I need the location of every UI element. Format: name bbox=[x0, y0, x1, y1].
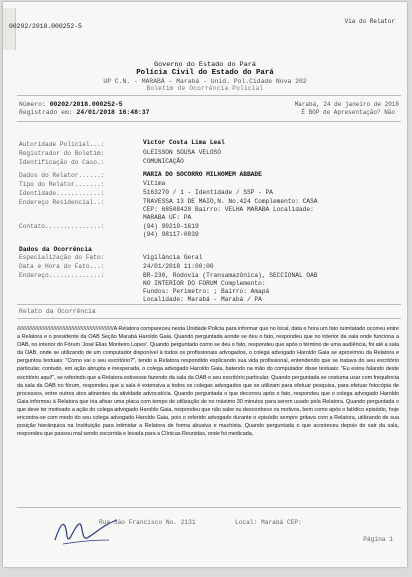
field-value: MARIA DO SOCORRO MILHOMEM ABBADE bbox=[143, 171, 262, 178]
narrative-text: ////////////////////////////////////////////////////////////////A Relatora compareceu nesta Unidade Policia para informar que no local, data e hora um fato ruimtatado ocorreu entre a Relatora e o presidente da OAB Seção Marabá Haroldo Gaia. Quando perguntada aonde se deu o fato, respondeu que no interior da sala onde funciona a OAB, no interior do Fórum 'José Elias Monteiro Lopes'. Quando perguntado como se deu o fato, respondeu que após o término de uma audiência, foi até a sala da OAB, onde se utilizando de um computador disponível à todos os profissionais advogados, o colega advogado Haroldo Gaia se aproximou da Relatora e perguntou textuais: "Como vai o seu escritório?", tendo a Relatora respondido explicando sua vida profissional, entendendo que se tratava do seu escritório particular, contudo, em ação abrupta e inesperada, o colega advogado Haroldo Gaia, batendo na mão do computador disse textuais: "Eu estou falando deste escritório aqui!", se referindo que a Relatora estivesse fazendo da sala da OAB o seu escritório particular. Quando perguntada se costuma usar com frequência da sala da OAB no fórum, respondeu que a sala é extensiva a todos os colegas advogados que se utilizam para efetuar pesquisa, para efetuar fotocópia de processos, entre outros atos atinentes da atividade advocatícia. Quando perguntada o que decorreu após o fato, respondeu que o colega advogado Haroldo Gaia informou à Relatora que iria afixar uma placa com tempo de utilização de no máximo 30 minutos para serem usado pela Relatora. Quando perguntada o que deve ter motivado a ação do colega advogado Haroldo Gaia, respondeu que não sabe ou desconhece os motivos, bem como após o fatídico episódio, hoje encontra-se com medo do seu colega advogado Haroldo Gaia, pois o referido advogado durante o episódio sempre gritava com a Relatora, utilizando de sua posição hierárquica na Instituição para intimidar a Relatora de forma abusiva e machista. Quando perguntada o que aconteceu depois de sair da sala, respondeu que passou mal sendo socorrida e levada para a Clínicas Reunidas, onde foi medicada, bbox=[17, 326, 399, 438]
document-page bbox=[3, 2, 407, 567]
copy-label: Via do Relator bbox=[344, 18, 395, 25]
field-label: Identificação do Caso.: bbox=[19, 159, 105, 166]
field-label: Data e Hora do Fato...: bbox=[19, 263, 105, 270]
place-date: Marabá, 24 de janeiro de 2018 bbox=[294, 101, 399, 108]
field-label: Tipo do Relator.......: bbox=[19, 181, 105, 188]
field-value: Vítima bbox=[143, 180, 166, 187]
field-label: Especialização do Fato: bbox=[19, 254, 105, 261]
address-line: MARABA UF: PA bbox=[143, 214, 192, 221]
occurrence-address-line: NO INTERIOR DO FORUM Complemento: bbox=[143, 280, 266, 287]
header-bulletin: Boletim de Ocorrência Policial bbox=[146, 85, 264, 92]
footer-address: Rua São Francisco No. 2131 bbox=[99, 519, 196, 526]
field-value: Vigilância Geral bbox=[143, 254, 203, 261]
field-label: Contato...............: bbox=[19, 223, 105, 230]
field-value: COMUNICAÇÃO bbox=[143, 158, 184, 165]
footer-locale: Local: Marabá CEP: bbox=[235, 519, 302, 526]
occurrence-address-line: Fundos: Perimetro: ; Bairro: Amapá bbox=[143, 288, 270, 295]
process-number: 00202/2018.000252-5 bbox=[9, 23, 82, 30]
header-unit: UP C.N. - MARABÁ - Marabá - Unid. Pol.Cidade Nova 202 bbox=[103, 78, 307, 85]
address-line: TRAVESSA 13 DE MAIO,N. No.424 Complemento: CASA bbox=[143, 198, 318, 205]
field-value: GLEISSON SOUSA VELOSO bbox=[143, 149, 221, 156]
field-label: Identidade............: bbox=[19, 190, 105, 197]
divider bbox=[17, 318, 401, 319]
field-value: 5163270 / 1 - Identidade / SSP - PA bbox=[143, 189, 273, 196]
address-line: CEP: 68508420 Bairro: VELHA MARABA Localidade: bbox=[143, 206, 314, 213]
field-value: Victor Costa Lima Leal bbox=[143, 139, 225, 146]
field-label: Endereço..............: bbox=[19, 272, 105, 279]
phone-line: (94) 98117-0839 bbox=[143, 231, 199, 238]
field-label: Dados do Relator......: bbox=[19, 172, 105, 179]
header-police: Polícia Civil do Estado do Pará bbox=[136, 69, 274, 77]
divider bbox=[17, 121, 401, 122]
occurrence-address-line: Localidade: Marabá - Marabá / PA bbox=[143, 296, 262, 303]
section-title: Dados da Ocorrência bbox=[19, 246, 92, 253]
occurrence-address-line: BR-230, Rodovia (Transamazônica), SECCIONAL OAB bbox=[143, 272, 318, 279]
field-label: Registrador do Boletim: bbox=[19, 150, 105, 157]
divider bbox=[17, 95, 401, 96]
signature bbox=[51, 510, 121, 550]
phone-line: (94) 99219-1619 bbox=[143, 223, 199, 230]
field-value: 24/01/2018 11:00:00 bbox=[143, 263, 214, 270]
divider bbox=[17, 507, 401, 508]
field-label: Autoridade Policial...: bbox=[19, 141, 105, 148]
bulletin-number: Número: 00202/2018.000252-5 bbox=[19, 101, 123, 108]
narrative-title: Relato da Ocorrência bbox=[19, 308, 96, 315]
divider bbox=[17, 304, 401, 305]
header-government: Governo do Estado do Pará bbox=[154, 61, 256, 69]
registered-at: Registrado em: 24/01/2018 16:48:37 bbox=[19, 109, 150, 116]
bop-presentation: É BOP de Apresentação? Não bbox=[301, 109, 395, 116]
page-number: Página 1 bbox=[363, 536, 393, 543]
field-label: Endereço Residencial..: bbox=[19, 199, 105, 206]
